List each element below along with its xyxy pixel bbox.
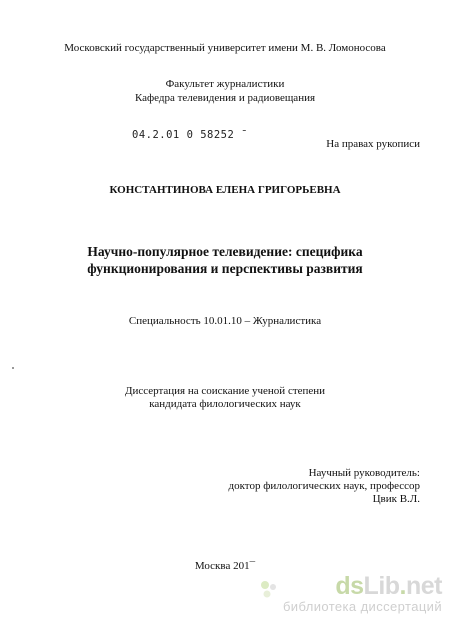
faculty-name: Факультет журналистики (165, 78, 285, 90)
dslib-logo-icon (258, 578, 280, 600)
dslib-watermark (262, 572, 442, 618)
dslib-logo-text (335, 572, 442, 601)
logo-net: net (406, 572, 442, 600)
supervisor-name: Цвик В.Л. (372, 493, 420, 505)
dslib-subtitle: библиотека диссертаций (282, 599, 442, 614)
university-name: Московский государственный университет имени М. В. Ломоносова (64, 42, 386, 54)
logo-dot: . (399, 572, 406, 600)
title-line-2: функционирования и перспективы развития (87, 261, 363, 276)
supervisor-title: доктор филологических наук, профессор (228, 480, 420, 492)
archive-stamp-number: 04.2.01 0 58252 ¯ (132, 129, 248, 141)
city-year: Москва 201¯ (194, 560, 256, 572)
manuscript-rights: На правах рукописи (326, 138, 420, 150)
supervisor-label: Научный руководитель: (308, 467, 420, 479)
logo-lib: Lib (363, 572, 400, 600)
author-name: КОНСТАНТИНОВА ЕЛЕНА ГРИГОРЬЕВНА (109, 184, 341, 196)
title-line-1: Научно-популярное телевидение: специфика (87, 244, 363, 259)
dissertation-line-2: кандидата филологических наук (149, 398, 301, 410)
logo-ds: ds (335, 572, 364, 600)
department-name: Кафедра телевидения и радиовещания (134, 92, 316, 104)
specialty: Специальность 10.01.10 – Журналистика (128, 315, 322, 327)
dissertation-line-1: Диссертация на соискание ученой степени (124, 385, 326, 397)
scan-speck (12, 367, 14, 369)
